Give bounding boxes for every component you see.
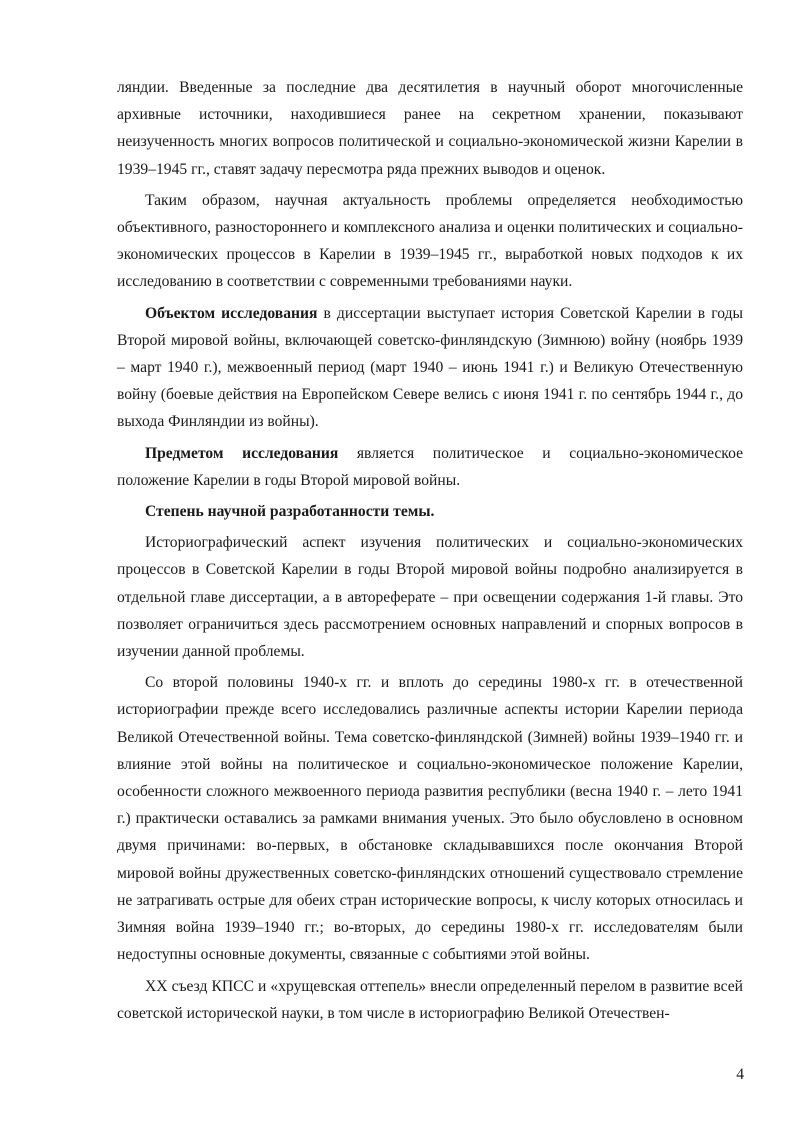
paragraph-7-text: Со второй половины 1940-х гг. и вплоть до середины 1980-х гг. в отечественной историографии прежде всего исследовались различные аспекты истории Карелии периода Великой Отечественной войны. Тема советско-финляндской (Зимней) войны 1939–1940 гг. и влияние этой войны на политическое и социально-экономическое положение Карелии, особенности сложного межвоенного периода развития республики (весна 1940 г. – лето 1941 г.) практически оставались за рамками внимания ученых. Это было обусловлено в основном двумя причинами: во-первых, в обстановке складывавшихся после окончания Второй мировой войны дружественных советско-финляндских отношений существовало стремление не затрагивать острые для обеих стран исторические вопросы, к числу которых относилась и Зимняя война 1939–1940 гг.; во-вторых, до середины 1980-х гг. исследователям были недоступны основные документы, связанные с событиями этой войны. [117, 674, 743, 964]
paragraph-object [117, 300, 743, 436]
paragraph-subject [117, 440, 743, 494]
paragraph-4-text: является политическое и социально-экономическое положение Карелии в годы Второй мировой войны. [117, 444, 743, 489]
page-number: 4 [736, 1066, 744, 1083]
degree-of-elaboration-heading: Степень научной разработанности темы. [145, 503, 435, 521]
paragraph-8-text: XX съезд КПСС и «хрущевская оттепель» внесли определенный перелом в развитие всей советской исторической науки, в том числе в историографию Великой Отечествен- [117, 977, 743, 1022]
body-text [117, 74, 743, 1031]
paragraph-1 [117, 74, 743, 183]
paragraph-7 [117, 669, 743, 968]
object-of-research-term: Объектом исследования [145, 304, 318, 322]
paragraph-8 [117, 973, 743, 1027]
paragraph-3-text: в диссертации выступает история Советской Карелии в годы Второй мировой войны, включающей советско-финляндскую (Зимнюю) войну (ноябрь 1939 – март 1940 г.), межвоенный период (март 1940 – июнь 1941 г.) и Великую Отечественную войну (боевые действия на Европейском Севере велись с июня 1941 г. по сентябрь 1944 г., до выхода Финляндии из войны). [117, 304, 743, 431]
subject-of-research-term: Предметом исследования [145, 444, 339, 462]
paragraph-6 [117, 529, 743, 665]
paragraph-1-text: ляндии. Введенные за последние два десятилетия в научный оборот многочисленные архивные источники, находившиеся ранее на секретном хранении, показывают неизученность многих вопросов политической и социально-экономической жизни Карелии в 1939–1945 гг., ставят задачу пересмотра ряда прежних выводов и оценок. [117, 79, 743, 178]
paragraph-2-text: Таким образом, научная актуальность проблемы определяется необходимостью объективного, разностороннего и комплексного анализа и оценки политических и социально-экономических процессов в Карелии в 1939–1945 гг., выработкой новых подходов к их исследованию в соответствии с современными требованиями науки. [117, 191, 743, 291]
section-heading [117, 498, 743, 525]
paragraph-6-text: Историографический аспект изучения политических и социально-экономических процессов в Советской Карелии в годы Второй мировой войны подробно анализируется в отдельной главе диссертации, а в автореферате – при освещении содержания 1-й главы. Это позволяет ограничиться здесь рассмотрением основных направлений и спорных вопросов в изучении данной проблемы. [117, 534, 743, 661]
paragraph-2 [117, 187, 743, 296]
